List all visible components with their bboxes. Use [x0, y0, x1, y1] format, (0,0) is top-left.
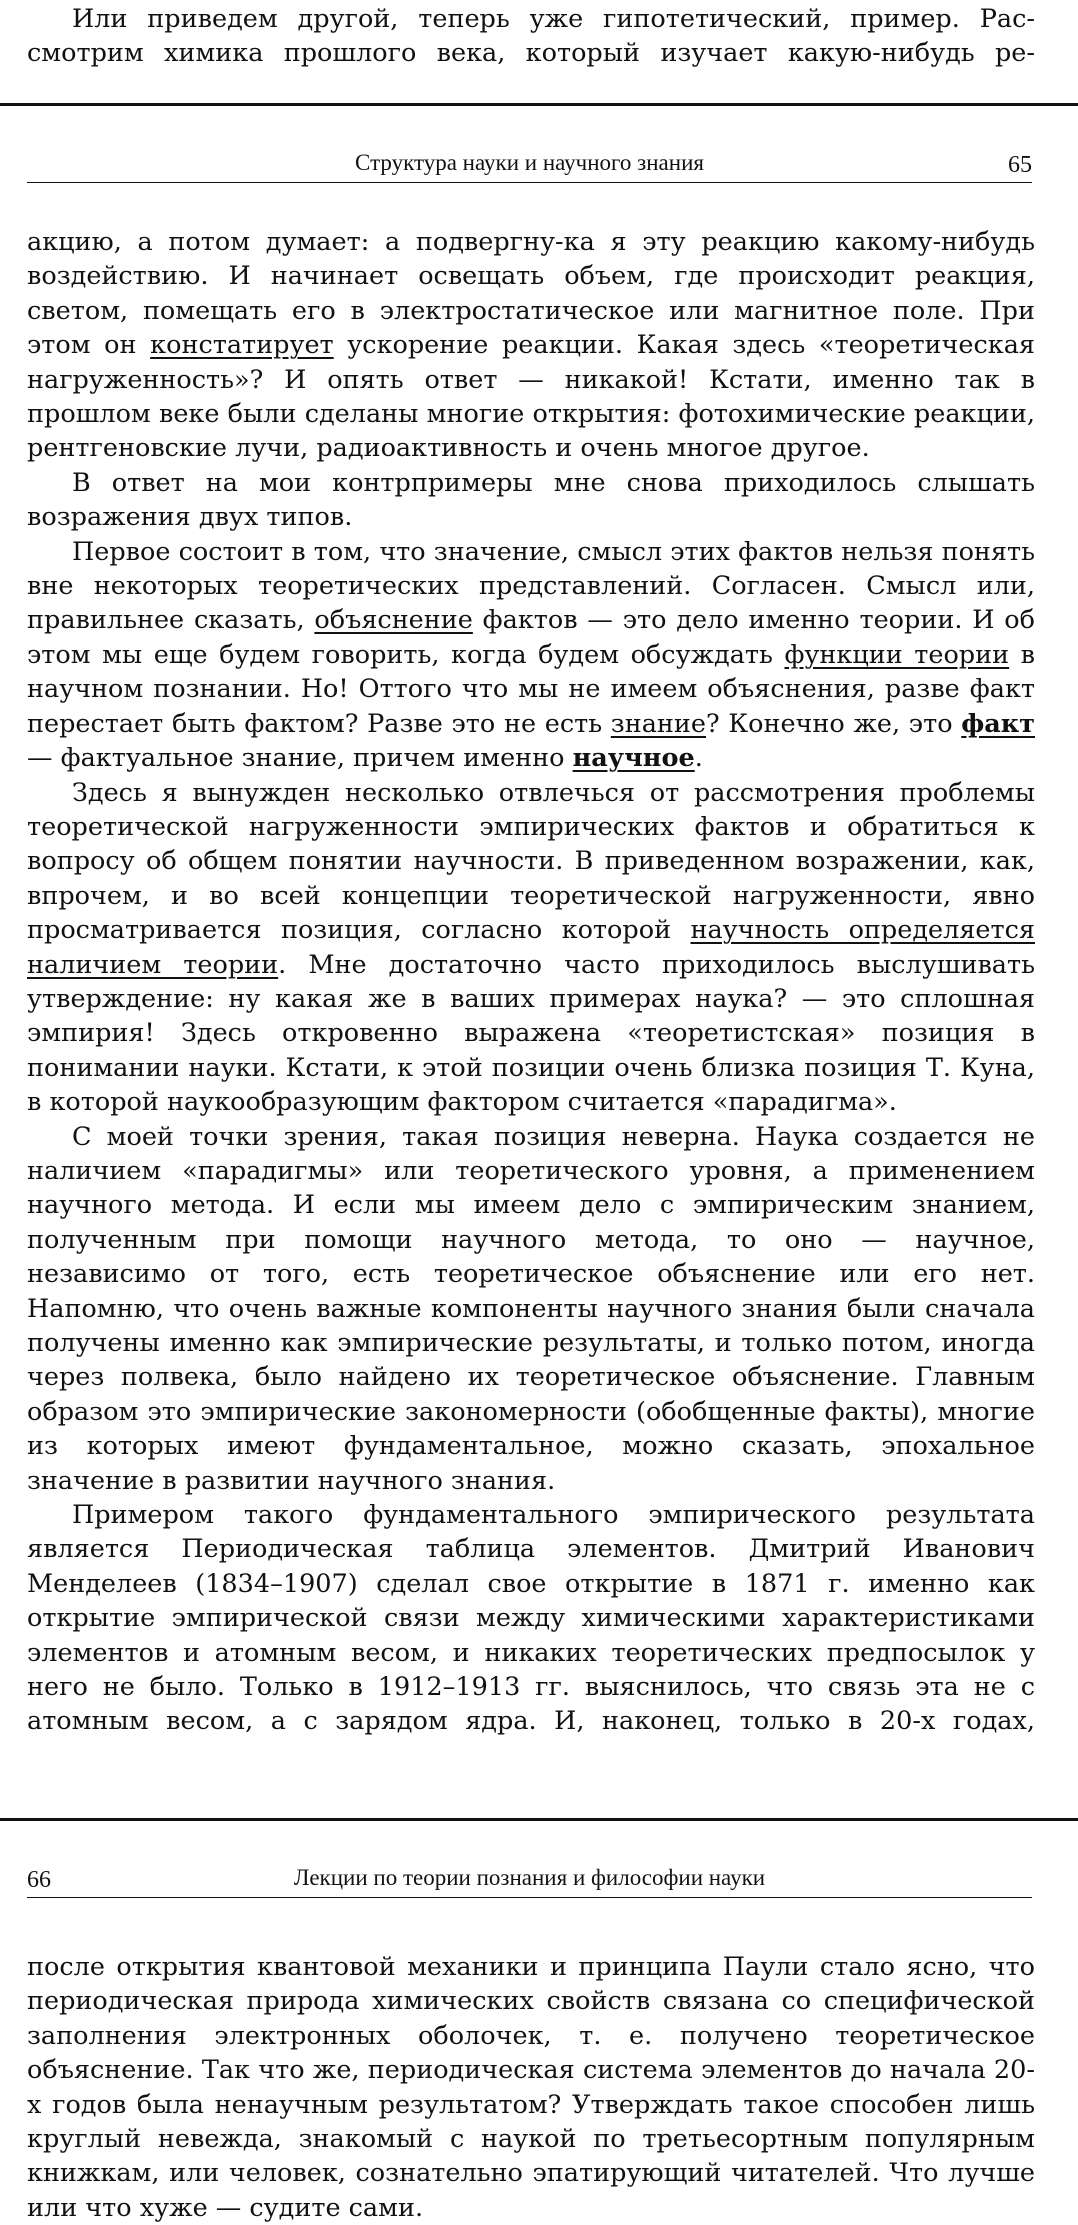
underlined-term: объяснение — [314, 605, 473, 636]
page-divider-top — [0, 103, 1078, 106]
underlined-term: научность определяется наличием теории — [27, 915, 1035, 980]
paragraph-1: акцию, а потом думает: а подвергну-ка я эту реакцию какому-нибудь воздействию. И начинает освещать объем, где происходит реакция, светом, помещать его в электростатическое или магнитное поле. При этом он констатирует ускорение реакции. Какая здесь «теоретическая нагруженность»? И опять ответ — никакой! Кстати, именно так в прошлом веке были сделаны многие открытия: фотохимические реакции, рентгеновские лучи, радиоактивность и очень многое другое. — [27, 227, 1036, 464]
page-65-number: 65 — [1008, 152, 1032, 178]
fragment-paragraph — [27, 2, 1035, 36]
page-65-header — [27, 148, 1032, 183]
paragraph-4: Здесь я вынужден несколько отвлечься от рассмотрения проблемы теоретической нагруженности эмпирических фактов и обратиться к вопросу об общем понятии научности. В приведенном возражении, как, впрочем, и во всей концепции теоретической нагруженности, явно просматривается позиция, согласно которой научность определяется наличием теории. Мне достаточно часто приходилось выслушивать утверждение: ну какая же в ваших примерах наука? — это сплошная эмпирия! Здесь откровенно выражена «теоретистская» позиция в понимании науки. Кстати, к этой позиции очень близка позиция Т. Куна, в которой наукообразующим фактором считается «парадигма». — [27, 777, 1035, 1118]
page-66-number: 66 — [27, 1867, 51, 1893]
previous-page-fragment — [27, 2, 1035, 71]
paragraph-page-66: после открытия квантовой механики и принципа Паули стало ясно, что периодическая природа химических свойств связана со специфической заполнения электронных оболочек, т. е. получено теоретическое объяснение. Так что же, периодическая система элементов до начала 20-х годов была ненаучным результатом? Утверждать такое способен лишь круглый невежда, знакомый с наукой по третьесортным популярным книжкам, или человек, сознательно эпатирующий читателей. Что лучше или что хуже — судите сами. — [27, 1952, 1035, 2223]
paragraph-3: Первое состоит в том, что значение, смысл этих фактов нельзя понять вне некоторых теоретических представлений. Согласен. Смысл или, правильнее сказать, объяснение фактов — это дело именно теории. И об этом мы еще будем говорить, когда будем обсуждать функции теории в научном познании. Но! Оттого что мы не имеем объяснения, разве факт перестает быть фактом? Разве это не есть знание? Конечно же, это факт — фактуальное знание, причем именно научное. — [27, 536, 1035, 774]
bold-underlined-term: факт — [961, 708, 1035, 739]
underlined-term: знание — [610, 708, 706, 739]
bold-underlined-term: научное — [572, 743, 695, 774]
page-65-header-title: Структура науки и научного знания — [355, 150, 704, 175]
page-66-body — [27, 1950, 1035, 2225]
fragment-line-2: смотрим химика прошлого века, который изучает какую-нибудь ре- — [27, 38, 1035, 69]
fragment-line-1: Или приведем другой, теперь уже гипотетический, пример. Рас- — [72, 4, 1035, 34]
underlined-term: констатирует — [150, 330, 334, 361]
page-66-header-title: Лекции по теории познания и философии науки — [293, 1865, 766, 1890]
page-66-header — [27, 1863, 1032, 1898]
paragraph-5: С моей точки зрения, такая позиция неверна. Наука создается не наличием «парадигмы» или теоретического уровня, а применением научного метода. И если мы имеем дело с эмпирическим знанием, полученным при помощи научного метода, то оно — научное, независимо от того, есть теоретическое объяснение или его нет. Напомню, что очень важные компоненты научного знания были сначала получены именно как эмпирические результаты, и только потом, иногда через полвека, было найдено их теоретическое объяснение. Главным образом это эмпирические закономерности (обобщенные факты), многие из которых имеют фундаментальное, можно сказать, эпохальное значение в развитии научного знания. — [27, 1121, 1035, 1496]
page-divider-bottom — [0, 1818, 1078, 1821]
paragraph-6: Примером такого фундаментального эмпирического результата является Периодическая таблица элементов. Дмитрий Иванович Менделеев (1834–1907) сделал свое открытие в 1871 г. именно как открытие эмпирической связи между химическими характеристиками элементов и атомным весом, и никаких теоретических предпосылок у него не было. Только в 1912–1913 гг. выяснилось, что связь эта не с атомным весом, а с зарядом ядра. И, наконец, только в 20-х годах, — [27, 1500, 1035, 1737]
paragraph-2: В ответ на мои контрпримеры мне снова приходилось слышать возражения двух типов. — [27, 467, 1035, 533]
fragment-paragraph-line-2 — [27, 36, 1035, 70]
page-65-body — [27, 225, 1035, 1739]
underlined-term: функции теории — [784, 639, 1010, 670]
